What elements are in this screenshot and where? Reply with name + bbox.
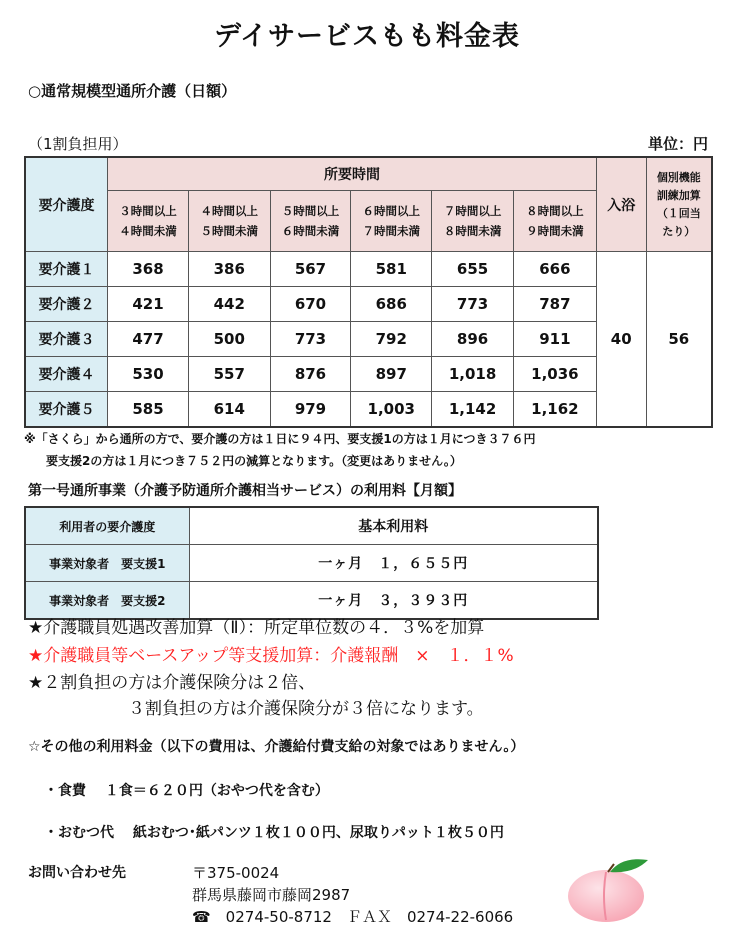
burden-multiplier-note-2: ３割負担の方は介護保険分が３倍になります。 xyxy=(128,699,484,719)
time-slot-header: ５時間以上 ６時間未満 xyxy=(270,191,351,252)
fee-cell: 442 xyxy=(188,287,270,322)
fee-cell: 792 xyxy=(351,322,432,357)
fee-cell: 876 xyxy=(270,357,351,392)
address: 群馬県藤岡市藤岡2987 xyxy=(192,886,351,904)
section-heading-daily: ○通常規模型通所介護（日額） xyxy=(28,82,237,100)
other-fees-heading: ☆その他の利用料金（以下の費用は、介護給付費支給の対象ではありません。） xyxy=(28,739,525,755)
fee-cell: 686 xyxy=(351,287,432,322)
fee-cell: 773 xyxy=(432,287,514,322)
care-level-header: 要介護度 xyxy=(25,157,108,252)
table-row xyxy=(25,252,712,287)
unit-label: 単位：円 xyxy=(647,135,708,153)
fee-cell: 557 xyxy=(188,357,270,392)
care-level-label: 要介護５ xyxy=(25,392,108,428)
fee-cell: 896 xyxy=(432,322,514,357)
support-level-label: 事業対象者 要支援1 xyxy=(25,545,189,582)
time-slot-header: ６時間以上 ７時間未満 xyxy=(351,191,432,252)
individual-training-header: 個別機能 訓練加算 （１回当 たり） xyxy=(646,157,712,252)
addition-note-treatment: ★介護職員処遇改善加算（Ⅱ）：所定単位数の４．３%を加算 xyxy=(28,618,485,638)
monthly-fee-cell: 一ヶ月 １，６５５円 xyxy=(189,545,598,582)
fee-table-daily xyxy=(24,156,713,428)
time-slot-header: ７時間以上 ８時間未満 xyxy=(432,191,514,252)
care-level-label: 要介護３ xyxy=(25,322,108,357)
note-line: 要支援2の方は１月につき７５２円の減算となります。（変更はありません。） xyxy=(46,454,462,468)
fee-cell: 787 xyxy=(513,287,596,322)
fee-cell: 1,036 xyxy=(513,357,596,392)
burden-note: （1割負担用） xyxy=(28,135,128,153)
care-level-label: 要介護２ xyxy=(25,287,108,322)
meal-fee: ・食費 １食＝６２０円（おやつ代を含む） xyxy=(44,783,329,799)
fee-cell: 530 xyxy=(108,357,189,392)
fee-cell: 911 xyxy=(513,322,596,357)
fee-cell: 368 xyxy=(108,252,189,287)
fee-cell: 477 xyxy=(108,322,189,357)
fee-cell: 421 xyxy=(108,287,189,322)
fee-cell: 655 xyxy=(432,252,514,287)
note-line: ※「さくら」から通所の方で、要介護の方は１日に９４円、要支援1の方は１月につき３７６円 xyxy=(24,432,536,446)
fee-cell: 1,018 xyxy=(432,357,514,392)
care-level-label: 要介護１ xyxy=(25,252,108,287)
postal-code: 〒375-0024 xyxy=(192,864,280,882)
fee-cell: 581 xyxy=(351,252,432,287)
fee-cell: 614 xyxy=(188,392,270,428)
fee-cell: 666 xyxy=(513,252,596,287)
contact-label: お問い合わせ先 xyxy=(28,865,126,881)
fee-cell: 567 xyxy=(270,252,351,287)
fee-table-monthly xyxy=(24,506,599,620)
addition-note-baseup: ★介護職員等ベースアップ等支援加算：介護報酬 × １．１% xyxy=(28,646,514,666)
support-level-label: 事業対象者 要支援2 xyxy=(25,582,189,620)
fee-cell: 979 xyxy=(270,392,351,428)
fee-cell: 1,003 xyxy=(351,392,432,428)
section-heading-monthly: 第一号通所事業（介護予防通所介護相当サービス）の利用料【月額】 xyxy=(28,483,462,499)
page-title: デイサービスもも料金表 xyxy=(213,21,521,52)
basic-fee-column-header: 基本利用料 xyxy=(189,507,598,545)
reduction-note xyxy=(24,428,536,472)
monthly-fee-cell: 一ヶ月 ３，３９３円 xyxy=(189,582,598,620)
bath-header: 入浴 xyxy=(596,157,646,252)
peach-icon xyxy=(562,852,662,924)
fee-cell: 585 xyxy=(108,392,189,428)
time-slot-header: ８時間以上 ９時間未満 xyxy=(513,191,596,252)
fee-cell: 773 xyxy=(270,322,351,357)
fee-cell: 386 xyxy=(188,252,270,287)
individual-training-fee-cell: 56 xyxy=(646,252,712,428)
burden-multiplier-note: ★２割負担の方は介護保険分は２倍、 xyxy=(28,673,316,693)
care-level-label: 要介護４ xyxy=(25,357,108,392)
care-level-column-header: 利用者の要介護度 xyxy=(25,507,189,545)
fee-cell: 500 xyxy=(188,322,270,357)
duration-header: 所要時間 xyxy=(108,157,597,191)
fee-cell: 1,162 xyxy=(513,392,596,428)
time-slot-header: ４時間以上 ５時間未満 xyxy=(188,191,270,252)
bath-fee-cell: 40 xyxy=(596,252,646,428)
fee-cell: 670 xyxy=(270,287,351,322)
fee-cell: 1,142 xyxy=(432,392,514,428)
table-row xyxy=(25,545,598,582)
phone-fax: ☎ 0274-50-8712 ＦＡＸ 0274-22-6066 xyxy=(192,908,514,926)
time-slot-header: ３時間以上 ４時間未満 xyxy=(108,191,189,252)
fee-cell: 897 xyxy=(351,357,432,392)
diaper-fee: ・おむつ代 紙おむつ･紙パンツ１枚１００円、尿取りパット１枚５０円 xyxy=(44,825,504,841)
